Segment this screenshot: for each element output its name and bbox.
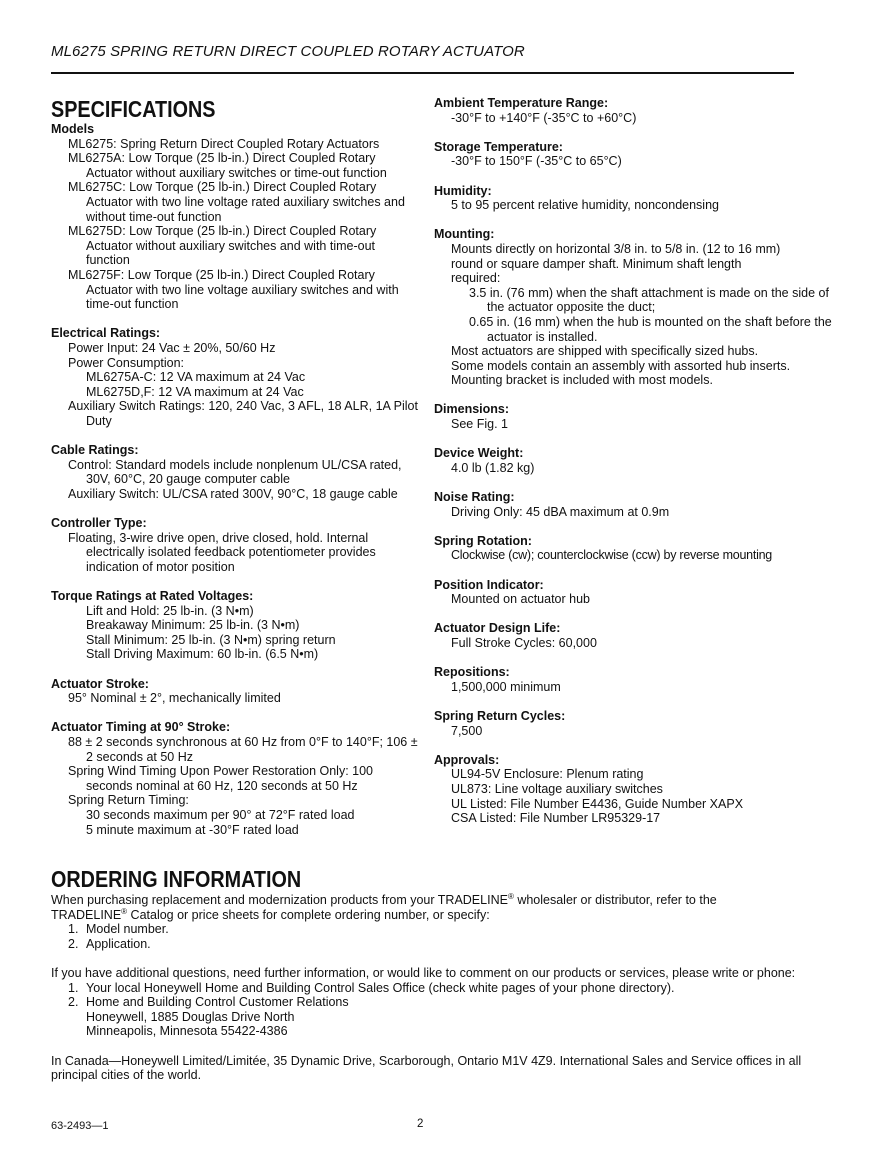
power-consumption-item: ML6275D,F: 12 VA maximum at 24 Vac	[86, 384, 304, 399]
mounting-label: Mounting:	[434, 227, 495, 242]
ordering-intro-c: TRADELINE	[51, 907, 122, 922]
cable-item: Control: Standard models include nonplenum UL/CSA rated, 30V, 60°C, 20 gauge computer cable	[68, 457, 402, 487]
list-item: 1. Your local Honeywell Home and Building Control Sales Office (check white pages of your phone directory).	[68, 980, 675, 995]
weight-section	[434, 446, 834, 475]
controller-section	[51, 516, 421, 574]
dimensions-text: See Fig. 1	[451, 417, 508, 432]
power-consumption: Power Consumption:	[68, 355, 185, 370]
mounting-sub-item: 3.5 in. (76 mm) when the shaft attachment is made on the side of the actuator opposite the duct;	[469, 285, 829, 315]
indicator-text: Mounted on actuator hub	[451, 592, 590, 607]
humidity-section	[434, 184, 834, 213]
stroke-label: Actuator Stroke:	[51, 676, 149, 691]
rotation-text: Clockwise (cw); counterclockwise (ccw) by reverse mounting	[451, 548, 773, 563]
running-header: ML6275 SPRING RETURN DIRECT COUPLED ROTARY ACTUATOR	[51, 43, 525, 60]
model-item: ML6275C: Low Torque (25 lb-in.) Direct Coupled Rotary Actuator with two line voltage rated auxiliary switches and without time-out function	[68, 180, 405, 224]
mounting-sub-item: 0.65 in. (16 mm) when the hub is mounted on the shaft before the actuator is installed.	[469, 314, 832, 344]
specs-left-column	[51, 96, 421, 852]
timing-synchronous: 88 ± 2 seconds synchronous at 60 Hz from 0°F to 140°F; 106 ± 2 seconds at 50 Hz	[68, 734, 418, 764]
mounting-note: Some models contain an assembly with assorted hub inserts.	[451, 358, 791, 373]
list-item: 1. Model number.	[68, 922, 169, 937]
timing-spring-wind: Spring Wind Timing Upon Power Restoration Only: 100 seconds nominal at 60 Hz, 120 seconds at 50 Hz	[68, 764, 374, 793]
stroke-section	[51, 677, 421, 706]
return-cycles-label: Spring Return Cycles:	[434, 708, 566, 723]
contact-list	[51, 981, 811, 1039]
humidity-text: 5 to 95 percent relative humidity, noncondensing	[451, 198, 719, 213]
model-item: ML6275A: Low Torque (25 lb-in.) Direct Coupled Rotary Actuator without auxiliary switches or time-out function	[68, 151, 387, 180]
torque-item: Lift and Hold: 25 lb-in. (3 N•m)	[86, 603, 254, 618]
specs-right-column	[434, 96, 834, 840]
timing-section	[51, 720, 421, 837]
electrical-section	[51, 326, 421, 428]
model-item: ML6275: Spring Return Direct Coupled Rotary Actuators	[68, 136, 380, 151]
timing-spring-return-item: 30 seconds maximum per 90° at 72°F rated load	[86, 807, 355, 822]
return-cycles-section	[434, 709, 834, 738]
return-cycles-text: 7,500	[451, 723, 483, 738]
repositions-section	[434, 665, 834, 694]
canada-text: In Canada—Honeywell Limited/Limitée, 35 Dynamic Drive, Scarborough, Ontario M1V 4Z9. International Sales and Service offices in all principal cities of the world.	[51, 1053, 802, 1083]
cable-label: Cable Ratings:	[51, 443, 139, 458]
humidity-label: Humidity:	[434, 183, 492, 198]
approval-item: UL873: Line voltage auxiliary switches	[451, 781, 663, 796]
timing-spring-return-item: 5 minute maximum at -30°F rated load	[86, 822, 299, 837]
timing-spring-return: Spring Return Timing:	[68, 793, 189, 808]
ambient-label: Ambient Temperature Range:	[434, 96, 609, 110]
ordering-intro-d: Catalog or price sheets for complete ordering number, or specify:	[127, 907, 490, 922]
indicator-label: Position Indicator:	[434, 577, 544, 592]
torque-item: Stall Minimum: 25 lb-in. (3 N•m) spring return	[86, 632, 336, 647]
noise-text: Driving Only: 45 dBA maximum at 0.9m	[451, 504, 670, 519]
dimensions-label: Dimensions:	[434, 402, 510, 417]
dimensions-section	[434, 402, 834, 431]
ambient-section	[434, 96, 834, 125]
models-section	[51, 122, 421, 312]
ambient-text: -30°F to +140°F (-35°C to +60°C)	[451, 110, 637, 125]
customer-relations-address: Home and Building Control Customer Relations Honeywell, 1885 Douglas Drive North Minneapolis, Minnesota 55422-4386	[86, 995, 349, 1039]
noise-label: Noise Rating:	[434, 490, 515, 505]
electrical-label: Electrical Ratings:	[51, 326, 161, 341]
ordering-section	[51, 866, 811, 1083]
design-life-text: Full Stroke Cycles: 60,000	[451, 635, 597, 650]
rotation-section	[434, 534, 834, 563]
torque-section	[51, 589, 421, 662]
storage-section	[434, 140, 834, 169]
storage-text: -30°F to 150°F (-35°C to 65°C)	[451, 154, 622, 169]
stroke-text: 95° Nominal ± 2°, mechanically limited	[68, 691, 281, 706]
ordering-heading: ORDERING INFORMATION	[51, 866, 302, 892]
mounting-text: Mounts directly on horizontal 3/8 in. to 5/8 in. (12 to 16 mm) round or square damper shaft. Minimum shaft length required:	[451, 241, 781, 286]
controller-text: Floating, 3-wire drive open, drive closed, hold. Internal electrically isolated feedback potentiometer provides indication of motor position	[68, 530, 376, 574]
noise-section	[434, 490, 834, 519]
list-item: 2. Home and Building Control Customer Relations Honeywell, 1885 Douglas Drive North Minneapolis, Minnesota 55422-4386	[68, 995, 349, 1039]
cable-section	[51, 443, 421, 501]
models-label: Models	[51, 122, 95, 136]
ordering-intro-a: When purchasing replacement and modernization products from your TRADELINE	[51, 893, 508, 907]
repositions-text: 1,500,000 minimum	[451, 679, 561, 694]
rotation-label: Spring Rotation:	[434, 533, 532, 548]
ordering-intro	[51, 893, 811, 922]
header-rule	[51, 72, 794, 74]
torque-item: Stall Driving Maximum: 60 lb-in. (6.5 N•m)	[86, 647, 319, 662]
power-consumption-item: ML6275A-C: 12 VA maximum at 24 Vac	[86, 370, 306, 385]
indicator-section	[434, 578, 834, 607]
list-item: 2. Application.	[68, 936, 151, 951]
weight-text: 4.0 lb (1.82 kg)	[451, 460, 535, 475]
registered-mark: ®	[121, 906, 128, 916]
approval-item: UL94-5V Enclosure: Plenum rating	[451, 767, 644, 782]
timing-label: Actuator Timing at 90° Stroke:	[51, 720, 231, 735]
weight-label: Device Weight:	[434, 446, 524, 461]
controller-label: Controller Type:	[51, 516, 147, 531]
ordering-intro-b: wholesaler or distributor, refer to the	[513, 893, 717, 907]
mounting-section	[434, 227, 834, 388]
model-item: ML6275D: Low Torque (25 lb-in.) Direct Coupled Rotary Actuator without auxiliary switches and with time-out function	[68, 224, 377, 268]
repositions-label: Repositions:	[434, 665, 510, 680]
model-item: ML6275F: Low Torque (25 lb-in.) Direct Coupled Rotary Actuator with two line voltage auxiliary switches and with time-out function	[68, 267, 399, 312]
page-number: 2	[417, 1118, 424, 1130]
ordering-spec-list	[51, 922, 811, 951]
power-input: Power Input: 24 Vac ± 20%, 50/60 Hz	[68, 340, 276, 355]
design-life-section	[434, 621, 834, 650]
approval-item: UL Listed: File Number E4436, Guide Number XAPX	[451, 796, 744, 811]
specifications-heading: SPECIFICATIONS	[51, 96, 216, 122]
aux-switch-ratings: Auxiliary Switch Ratings: 120, 240 Vac, 3 AFL, 18 ALR, 1A Pilot Duty	[68, 399, 418, 428]
mounting-note: Mounting bracket is included with most models.	[451, 373, 713, 388]
cable-item: Auxiliary Switch: UL/CSA rated 300V, 90°C, 18 gauge cable	[68, 486, 398, 501]
doc-number: 63-2493—1	[51, 1120, 109, 1132]
design-life-label: Actuator Design Life:	[434, 621, 561, 636]
questions-text: If you have additional questions, need further information, or would like to comment on our products or services, please write or phone:	[51, 965, 796, 980]
mounting-note: Most actuators are shipped with specifically sized hubs.	[451, 344, 759, 359]
approvals-label: Approvals:	[434, 752, 500, 767]
approvals-section	[434, 753, 834, 826]
storage-label: Storage Temperature:	[434, 139, 563, 154]
registered-mark: ®	[507, 891, 514, 901]
torque-item: Breakaway Minimum: 25 lb-in. (3 N•m)	[86, 618, 300, 633]
approval-item: CSA Listed: File Number LR95329-17	[451, 811, 661, 826]
torque-label: Torque Ratings at Rated Voltages:	[51, 589, 254, 603]
